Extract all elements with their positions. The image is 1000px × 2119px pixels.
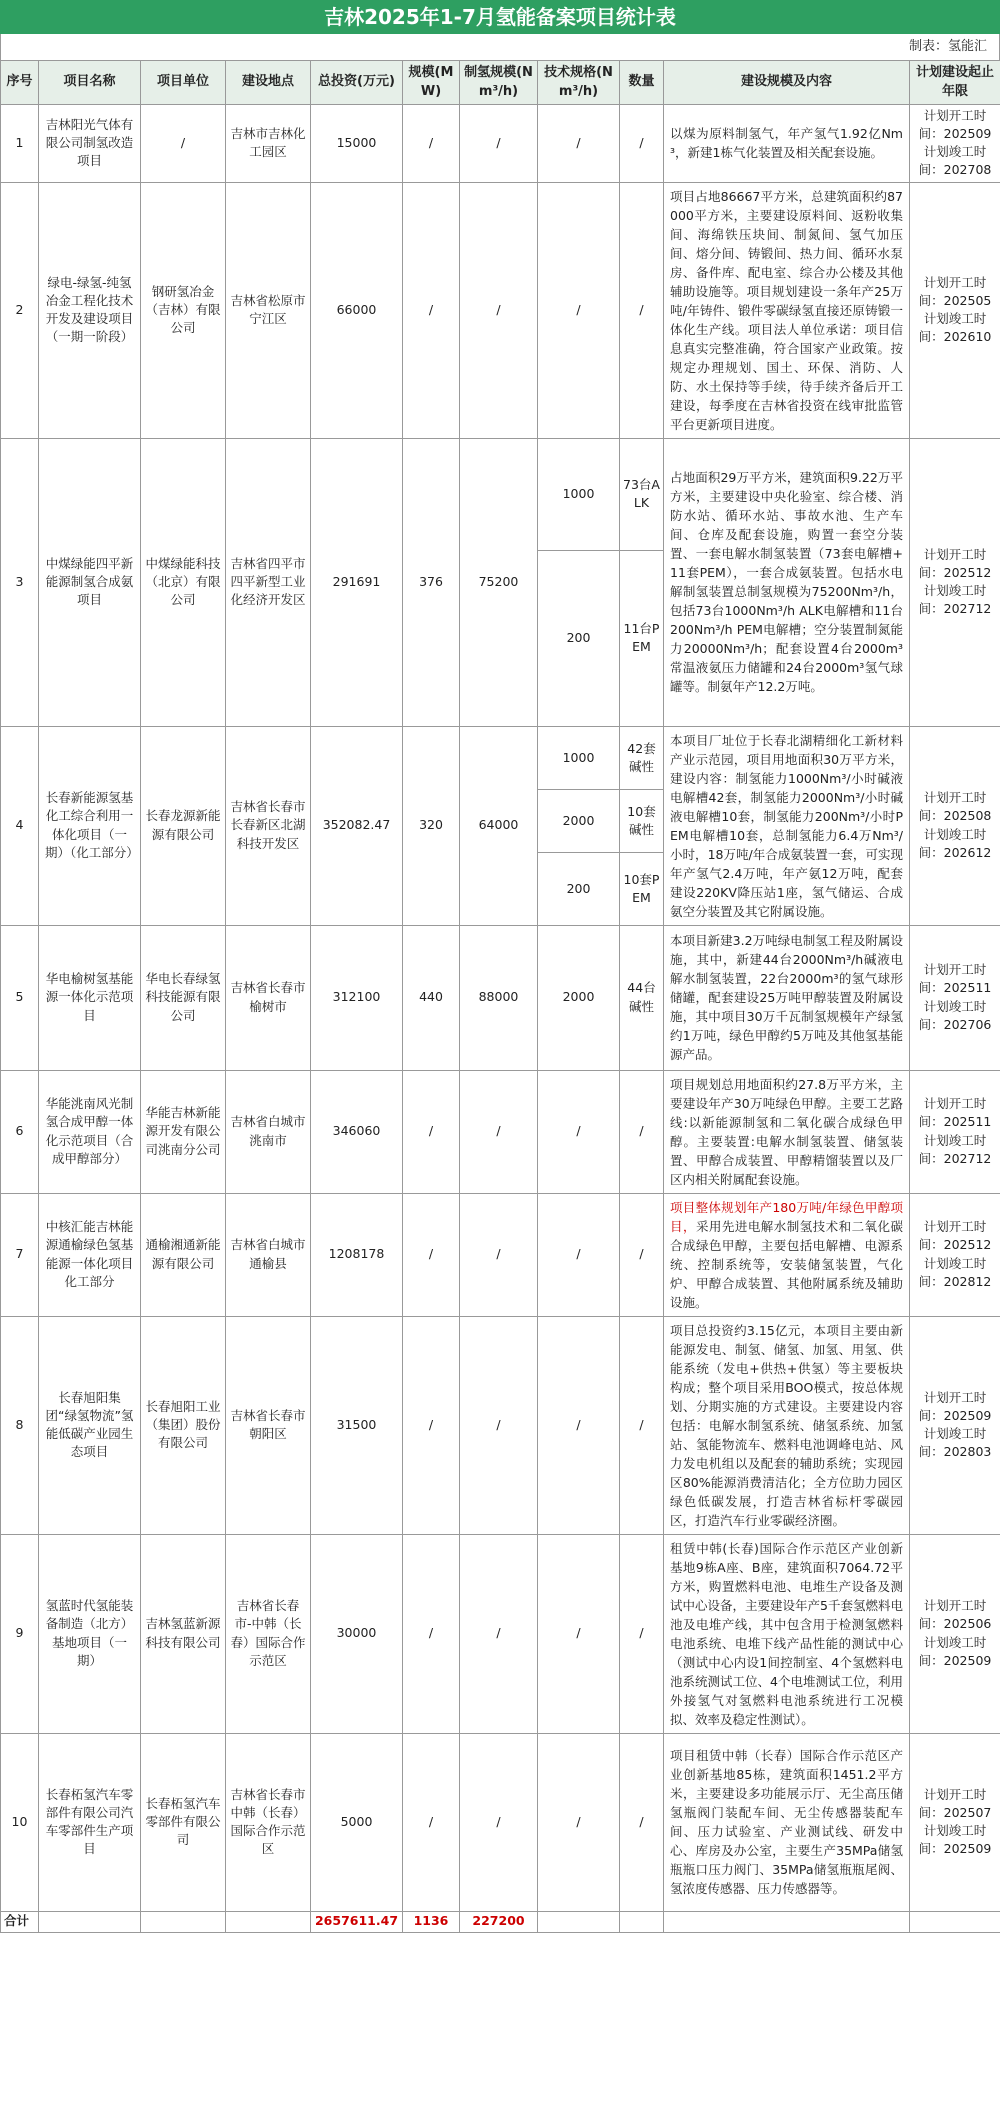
cell-h2-scale: /: [460, 1070, 538, 1193]
table-row: [1, 726, 1000, 789]
cell-location: 吉林省长春市-中韩（长春）国际合作示范区: [226, 1534, 311, 1733]
cell-empty: [39, 1911, 141, 1932]
cell-no: 6: [1, 1070, 39, 1193]
cell-no: 3: [1, 438, 39, 726]
cell-unit: 长春龙源新能源有限公司: [141, 726, 226, 925]
table-row: [1, 1316, 1000, 1534]
cell-investment: 346060: [311, 1070, 403, 1193]
cell-content: 以煤为原料制氢气，年产氢气1.92亿Nm³，新建1栋气化装置及相关配套设施。: [664, 105, 910, 183]
cell-no: 10: [1, 1733, 39, 1911]
header-cell: 制氢规模(Nm³/h): [460, 61, 538, 105]
cell-unit: 长春柘氢汽车零部件有限公司: [141, 1733, 226, 1911]
cell-project-name: 长春新能源氢基化工综合利用一体化项目（一期）（化工部分）: [39, 726, 141, 925]
cell-qty: 73台ALK: [620, 438, 664, 550]
cell-unit: /: [141, 105, 226, 183]
cell-plan: 计划开工时间：202509 计划竣工时间：202708: [910, 105, 1000, 183]
cell-h2-scale: 88000: [460, 925, 538, 1070]
table-row: [1, 1733, 1000, 1911]
cell-location: 吉林省白城市通榆县: [226, 1193, 311, 1316]
content-highlight: 项目整体规划年产180万吨/年绿色甲醇项目，: [670, 1199, 903, 1234]
cell-h2-scale: /: [460, 1733, 538, 1911]
cell-spec: /: [538, 105, 620, 183]
cell-no: 9: [1, 1534, 39, 1733]
cell-unit: 长春旭阳工业（集团）股份有限公司: [141, 1316, 226, 1534]
cell-qty: /: [620, 105, 664, 183]
cell-content: 占地面积29万平方米，建筑面积9.22万平方米，主要建设中央化验室、综合楼、消防水站、循环水站、事故水池、生产车间、仓库及配套设施，购置一套空分装置、一套电解水制氢装置（73套电解槽+11套PEM），一套合成氨装置。包括水电解制氢装置总制氢规模为75200Nm³/h，包括73台1000Nm³/h ALK电解槽和11台200Nm³/h PEM电解槽；空分装置制氮能力20000Nm³/h；配套设置4台2000m³常温液氨压力储罐和24台2000m³氢气球罐等。制氨年产12.2万吨。: [664, 438, 910, 726]
cell-location: 吉林省白城市洮南市: [226, 1070, 311, 1193]
cell-content: 租赁中韩(长春)国际合作示范区产业创新基地9栋A座、B座，建筑面积7064.72平方米，购置燃料电池、电堆生产设备及测试中心设备，主要建设年产5千套氢燃料电池及电堆产线，其中包含用于检测氢燃料电池系统、电堆下线产品性能的测试中心（测试中心内设1间控制室、4个氢燃料电池系统测试工位、4个电堆测试工位，利用外接氢气对氢燃料电池系统进行工况模拟、效率及稳定性测试）。: [664, 1534, 910, 1733]
cell-content: 项目总投资约3.15亿元，本项目主要由新能源发电、制氢、储氢、加氢、用氢、供能系统（发电+供热+供氢）等主要板块构成；整个项目采用BOO模式，按总体规划、分期实施的方式建设。主要建设内容包括：电解水制氢系统、储氢系统、加氢站、氢能物流车、燃料电池调峰电站、风力发电机组以及配套的辅助系统；实现园区80%能源消费清洁化；全方位助力园区绿色低碳发展，打造吉林省标杆零碳园区，打造汽车行业零碳经济圈。: [664, 1316, 910, 1534]
cell-spec: /: [538, 1316, 620, 1534]
cell-unit: 中煤绿能科技（北京）有限公司: [141, 438, 226, 726]
cell-content: 项目占地86667平方米，总建筑面积约87000平方米，主要建设原料间、返粉收集间、海绵铁压块间、制氮间、氢气加压间、熔分间、铸锻间、热力间、循环水泵房、备件库、配电室、综合办公楼及其他辅助设施等。项目规划建设一条年产25万吨/年铸件、锻件零碳绿氢直接还原铸锻一体化生产线。项目法人单位承诺：项目信息真实完整准确，符合国家产业政策。按规定办理规划、国土、环保、消防、人防、水土保持等手续，待手续齐备后开工建设，每季度在吉林省投资在线审批监管平台更新项目进度。: [664, 182, 910, 438]
projects-table: [0, 60, 1000, 1933]
cell-empty: [620, 1911, 664, 1932]
cell-project-name: 华能洮南风光制氢合成甲醇一体化示范项目（合成甲醇部分）: [39, 1070, 141, 1193]
cell-investment: 31500: [311, 1316, 403, 1534]
total-row: [1, 1911, 1000, 1932]
total-scale: 1136: [403, 1911, 460, 1932]
cell-h2-scale: /: [460, 182, 538, 438]
cell-qty: 44台碱性: [620, 925, 664, 1070]
cell-spec: /: [538, 1733, 620, 1911]
header-cell: 技术规格(Nm³/h): [538, 61, 620, 105]
cell-investment: 66000: [311, 182, 403, 438]
header-cell: 建设规模及内容: [664, 61, 910, 105]
cell-plan: 计划开工时间：202511 计划竣工时间：202712: [910, 1070, 1000, 1193]
page-title: 吉林2025年1-7月氢能备案项目统计表: [0, 0, 1000, 34]
cell-empty: [910, 1911, 1000, 1932]
cell-spec: 2000: [538, 789, 620, 852]
cell-h2-scale: /: [460, 1193, 538, 1316]
cell-qty: /: [620, 1316, 664, 1534]
cell-qty: /: [620, 182, 664, 438]
cell-qty: /: [620, 1070, 664, 1193]
cell-no: 4: [1, 726, 39, 925]
cell-investment: 5000: [311, 1733, 403, 1911]
cell-h2-scale: 75200: [460, 438, 538, 726]
cell-project-name: 长春柘氢汽车零部件有限公司汽车零部件生产项目: [39, 1733, 141, 1911]
cell-no: 1: [1, 105, 39, 183]
cell-spec: 200: [538, 550, 620, 726]
cell-no: 8: [1, 1316, 39, 1534]
cell-plan: 计划开工时间：202511 计划竣工时间：202706: [910, 925, 1000, 1070]
cell-content: 本项目厂址位于长春北湖精细化工新材料产业示范园，项目用地面积30万平方米，建设内容：制氢能力1000Nm³/小时碱液电解槽42套，制氢能力2000Nm³/小时碱液电解槽10套，制氢能力200Nm³/小时PEM电解槽10套，总制氢能力6.4万Nm³/小时，18万吨/年合成氨装置一套，可实现年产氢气2.4万吨，年产氨12万吨，配套建设220KV降压站1座，氢气储运、合成氨空分装置及其它附属设施。: [664, 726, 910, 925]
header-cell: 项目单位: [141, 61, 226, 105]
cell-no: 7: [1, 1193, 39, 1316]
cell-unit: 华能吉林新能源开发有限公司洮南分公司: [141, 1070, 226, 1193]
cell-project-name: 华电榆树氢基能源一体化示范项目: [39, 925, 141, 1070]
cell-location: 吉林省四平市四平新型工业化经济开发区: [226, 438, 311, 726]
cell-plan: 计划开工时间：202512 计划竣工时间：202812: [910, 1193, 1000, 1316]
table-row: [1, 925, 1000, 1070]
cell-scale: /: [403, 1733, 460, 1911]
cell-qty: /: [620, 1193, 664, 1316]
cell-investment: 352082.47: [311, 726, 403, 925]
cell-spec: /: [538, 1070, 620, 1193]
header-cell: 总投资(万元): [311, 61, 403, 105]
total-investment: 2657611.47: [311, 1911, 403, 1932]
cell-empty: [664, 1911, 910, 1932]
cell-scale: 320: [403, 726, 460, 925]
cell-plan: 计划开工时间：202512 计划竣工时间：202712: [910, 438, 1000, 726]
cell-qty: 10套碱性: [620, 789, 664, 852]
cell-content: 项目规划总用地面积约27.8万平方米，主要建设年产30万吨绿色甲醇。主要工艺路线:以新能源制氢和二氧化碳合成绿色甲醇。主要装置:电解水制氢装置、储氢装置、甲醇合成装置、甲醇精馏装置以及厂区内相关附属配套设施。: [664, 1070, 910, 1193]
cell-project-name: 中煤绿能四平新能源制氢合成氨项目: [39, 438, 141, 726]
content-text: 采用先进电解水制氢技术和二氧化碳合成绿色甲醇，主要包括电解槽、电源系统、控制系统等，安装储氢装置，气化炉、甲醇合成装置、其他附属系统及辅助设施。: [670, 1218, 903, 1310]
cell-qty: 11台PEM: [620, 550, 664, 726]
cell-plan: 计划开工时间：202506 计划竣工时间：202509: [910, 1534, 1000, 1733]
header-cell: 建设地点: [226, 61, 311, 105]
cell-location: 吉林市吉林化工园区: [226, 105, 311, 183]
cell-spec: 1000: [538, 438, 620, 550]
cell-qty: /: [620, 1733, 664, 1911]
header-cell: 计划建设起止年限: [910, 61, 1000, 105]
cell-project-name: 长春旭阳集团“绿氢物流”氢能低碳产业园生态项目: [39, 1316, 141, 1534]
cell-plan: 计划开工时间：202508 计划竣工时间：202612: [910, 726, 1000, 925]
cell-investment: 312100: [311, 925, 403, 1070]
cell-spec: /: [538, 182, 620, 438]
cell-h2-scale: /: [460, 1316, 538, 1534]
total-h2-scale: 227200: [460, 1911, 538, 1932]
cell-scale: /: [403, 1070, 460, 1193]
cell-empty: [141, 1911, 226, 1932]
cell-investment: 15000: [311, 105, 403, 183]
cell-unit: 吉林氢蓝新源科技有限公司: [141, 1534, 226, 1733]
cell-project-name: 氢蓝时代氢能装备制造（北方）基地项目（一期）: [39, 1534, 141, 1733]
cell-h2-scale: /: [460, 105, 538, 183]
cell-spec: 200: [538, 853, 620, 925]
table-row: [1, 1534, 1000, 1733]
cell-h2-scale: /: [460, 1534, 538, 1733]
cell-scale: /: [403, 182, 460, 438]
cell-no: 2: [1, 182, 39, 438]
cell-plan: 计划开工时间：202507 计划竣工时间：202509: [910, 1733, 1000, 1911]
cell-location: 吉林省长春市朝阳区: [226, 1316, 311, 1534]
cell-qty: /: [620, 1534, 664, 1733]
cell-investment: 30000: [311, 1534, 403, 1733]
table-maker-note: 制表：氢能汇: [0, 34, 1000, 60]
cell-scale: /: [403, 1316, 460, 1534]
cell-location: 吉林省长春市长春新区北湖科技开发区: [226, 726, 311, 925]
cell-no: 5: [1, 925, 39, 1070]
cell-content: 本项目新建3.2万吨绿电制氢工程及附属设施，其中，新建44台2000Nm³/h碱液电解水制氢装置，22台2000m³的氢气球形储罐，配套建设25万吨甲醇装置及附属设施，其中项目30万千瓦制氢规模年产绿氢约1万吨，绿色甲醇约5万吨及其他氢基能源产品。: [664, 925, 910, 1070]
table-row: [1, 1070, 1000, 1193]
table-row: [1, 105, 1000, 183]
cell-investment: 291691: [311, 438, 403, 726]
cell-location: 吉林省松原市宁江区: [226, 182, 311, 438]
cell-scale: 376: [403, 438, 460, 726]
cell-h2-scale: 64000: [460, 726, 538, 925]
cell-qty: 10套PEM: [620, 853, 664, 925]
cell-location: 吉林省长春市中韩（长春）国际合作示范区: [226, 1733, 311, 1911]
cell-scale: 440: [403, 925, 460, 1070]
header-cell: 规模(MW): [403, 61, 460, 105]
cell-project-name: 中核汇能吉林能源通榆绿色氢基能源一体化项目化工部分: [39, 1193, 141, 1316]
cell-scale: /: [403, 1193, 460, 1316]
cell-scale: /: [403, 1534, 460, 1733]
table-row: [1, 438, 1000, 550]
cell-location: 吉林省长春市榆树市: [226, 925, 311, 1070]
table-row: [1, 182, 1000, 438]
table-header-row: [1, 61, 1000, 105]
cell-plan: 计划开工时间：202509 计划竣工时间：202803: [910, 1316, 1000, 1534]
table-row: [1, 1193, 1000, 1316]
cell-investment: 1208178: [311, 1193, 403, 1316]
cell-project-name: 绿电-绿氢-纯氢冶金工程化技术开发及建设项目（一期一阶段）: [39, 182, 141, 438]
cell-spec: /: [538, 1193, 620, 1316]
header-cell: 数量: [620, 61, 664, 105]
cell-empty: [538, 1911, 620, 1932]
cell-empty: [226, 1911, 311, 1932]
cell-content: 项目租赁中韩（长春）国际合作示范区产业创新基地85栋，建筑面积1451.2平方米，主要建设多功能展示厅、无尘高压储氢瓶阀门装配车间、无尘传感器装配车间、压力试验室、产业测试线、研发中心、库房及办公室，主要生产35MPa储氢瓶瓶口压力阀门、35MPa储氢瓶瓶尾阀、氢浓度传感器、压力传感器等。: [664, 1733, 910, 1911]
cell-project-name: 吉林阳光气体有限公司制氢改造项目: [39, 105, 141, 183]
cell-plan: 计划开工时间：202505 计划竣工时间：202610: [910, 182, 1000, 438]
cell-spec: 2000: [538, 925, 620, 1070]
cell-content: [664, 1193, 910, 1316]
cell-unit: 华电长春绿氢科技能源有限公司: [141, 925, 226, 1070]
header-cell: 序号: [1, 61, 39, 105]
cell-scale: /: [403, 105, 460, 183]
cell-unit: 通榆湘通新能源有限公司: [141, 1193, 226, 1316]
total-label: 合计: [1, 1911, 39, 1932]
cell-spec: 1000: [538, 726, 620, 789]
cell-qty: 42套碱性: [620, 726, 664, 789]
header-cell: 项目名称: [39, 61, 141, 105]
cell-unit: 钢研氢冶金（吉林）有限公司: [141, 182, 226, 438]
cell-spec: /: [538, 1534, 620, 1733]
